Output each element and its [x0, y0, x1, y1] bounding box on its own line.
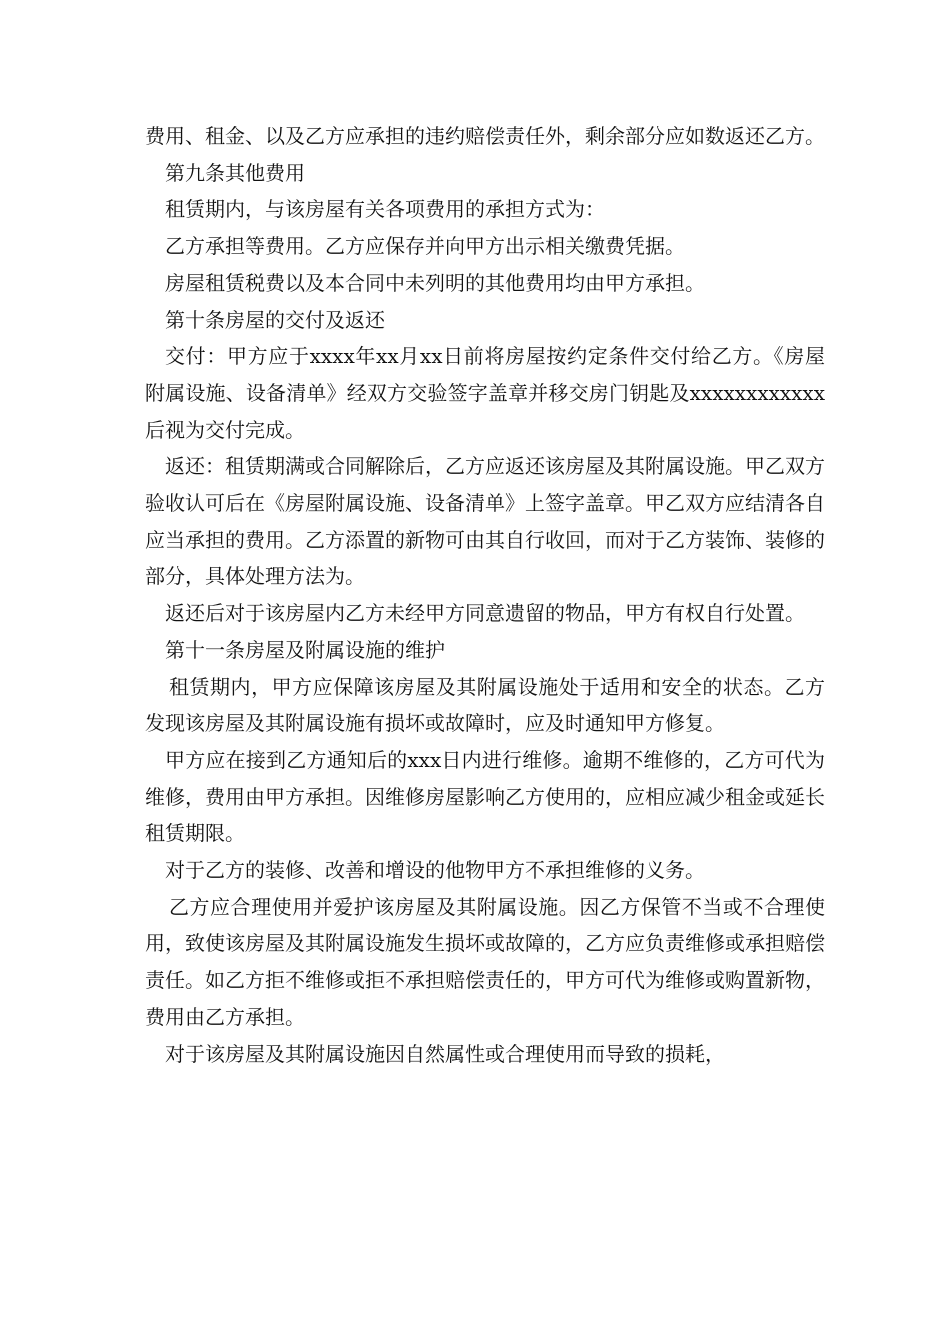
- paragraph: 乙方应合理使用并爱护该房屋及其附属设施。因乙方保管不当或不合理使用，致使该房屋及其附属设施发生损坏或故障的，乙方应负责维修或承担赔偿责任。如乙方拒不维修或拒不承担赔偿责任的，甲方可代为维修或购置新物，费用由乙方承担。: [145, 894, 825, 1029]
- paragraph-continuation: 费用、租金、以及乙方应承担的违约赔偿责任外，剩余部分应如数返还乙方。: [145, 124, 825, 148]
- article-9-heading: 第九条其他费用: [165, 160, 305, 185]
- paragraph-delivery: 交付：甲方应于xxxx年xx月xx日前将房屋按约定条件交付给乙方。《房屋附属设施、设备清单》经双方交验签字盖章并移交房门钥匙及xxxxxxxxxxxx后视为交付完成。: [145, 344, 825, 442]
- article-10-heading: 第十条房屋的交付及返还: [165, 307, 385, 332]
- paragraph: 对于该房屋及其附属设施因自然属性或合理使用而导致的损耗，: [165, 1041, 725, 1066]
- paragraph: 租赁期内，甲方应保障该房屋及其附属设施处于适用和安全的状态。乙方发现该房屋及其附属设施有损坏或故障时，应及时通知甲方修复。: [145, 674, 825, 736]
- paragraph: 甲方应在接到乙方通知后的xxx日内进行维修。逾期不维修的，乙方可代为维修，费用由甲方承担。因维修房屋影响乙方使用的，应相应减少租金或延长租赁期限。: [145, 747, 825, 846]
- paragraph-return: 返还：租赁期满或合同解除后，乙方应返还该房屋及其附属设施。甲乙双方验收认可后在《房屋附属设施、设备清单》上签字盖章。甲乙双方应结清各自应当承担的费用。乙方添置的新物可由其自行收回，而对于乙方装饰、装修的部分，具体处理方法为。: [145, 454, 825, 589]
- paragraph: 对于乙方的装修、改善和增设的他物甲方不承担维修的义务。: [165, 858, 705, 883]
- article-11-heading: 第十一条房屋及附属设施的维护: [165, 637, 445, 662]
- paragraph: 租赁期内，与该房屋有关各项费用的承担方式为：: [165, 197, 605, 222]
- document-body: [145, 118, 825, 1072]
- paragraph: 乙方承担等费用。乙方应保存并向甲方出示相关缴费凭据。: [165, 234, 685, 259]
- paragraph: 返还后对于该房屋内乙方未经甲方同意遗留的物品，甲方有权自行处置。: [165, 601, 805, 626]
- paragraph: 房屋租赁税费以及本合同中未列明的其他费用均由甲方承担。: [165, 270, 705, 295]
